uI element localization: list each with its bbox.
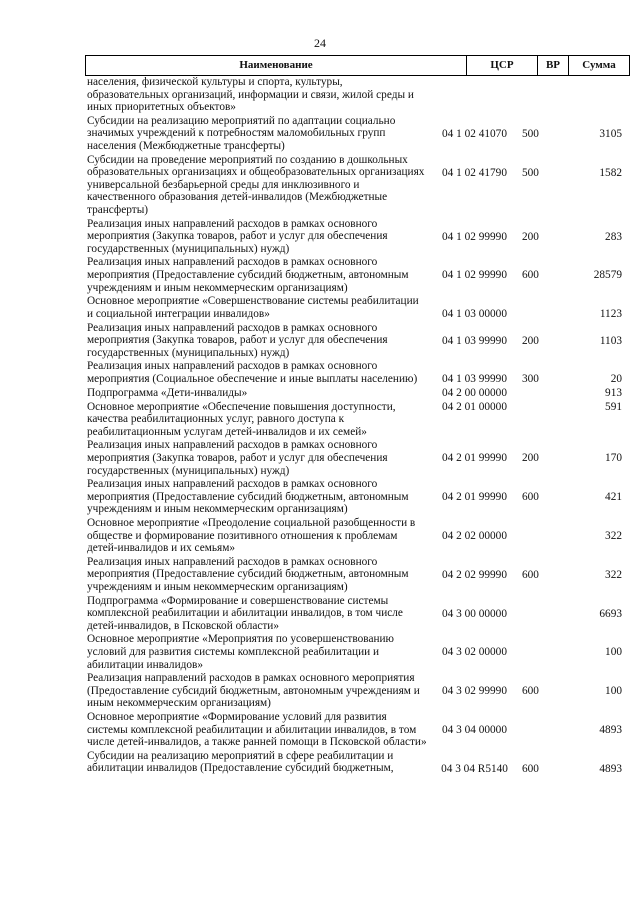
table-row — [85, 711, 630, 749]
row-vr: 200 — [522, 334, 539, 347]
row-name: Основное мероприятие «Формирование условий для развития системы комплексной реабилитации и абилитации инвалидов, в том числе детей-инвалидов, а также ранней помощи в Псковской области» — [87, 710, 427, 749]
table-row — [85, 322, 630, 360]
table-row — [85, 439, 630, 477]
row-csr: 04 3 02 00000 — [442, 646, 507, 659]
row-sum: 1103 — [599, 334, 622, 347]
row-sum: 170 — [605, 452, 622, 465]
row-csr: 04 3 04 00000 — [442, 723, 507, 736]
row-csr: 04 1 03 00000 — [442, 308, 507, 321]
table-row — [85, 256, 630, 294]
header-vr: ВР — [538, 56, 569, 75]
row-csr: 04 2 01 99990 — [442, 491, 507, 504]
row-vr: 300 — [522, 373, 539, 386]
row-vr — [522, 76, 562, 114]
table-row — [85, 556, 630, 594]
row-sum: 322 — [605, 530, 622, 542]
row-csr: 04 1 03 99990 — [442, 373, 507, 386]
row-name: Субсидии на реализацию мероприятий по адаптации социально значимых учреждений к потребностям маломобильных групп населения (Межбюджетные трансферты) — [87, 114, 396, 152]
row-sum: 322 — [605, 568, 622, 581]
table-row — [85, 517, 630, 555]
row-csr: 04 1 02 99990 — [442, 230, 507, 243]
row-name: Основное мероприятие «Мероприятия по усовершенствованию условий для развития системы комплексной реабилитации и абилитации инвалидов» — [87, 633, 394, 671]
table-row — [85, 401, 630, 439]
row-sum: 3105 — [599, 127, 622, 140]
row-name: Реализация иных направлений расходов в рамках основного мероприятия (Социальное обеспечение и иные выплаты населению) — [87, 360, 418, 386]
row-sum: 6693 — [599, 607, 622, 620]
row-sum: 100 — [605, 685, 622, 698]
table-header — [85, 55, 630, 76]
page-number: 24 — [314, 36, 326, 50]
row-name: Реализация иных направлений расходов в рамках основного мероприятия (Закупка товаров, работ и услуг для обеспечения государственных (муниципальных) нужд) — [87, 321, 388, 359]
row-csr: 04 1 03 99990 — [442, 334, 507, 347]
row-vr — [522, 401, 562, 439]
row-sum: 28579 — [593, 269, 622, 282]
table-row — [85, 115, 630, 153]
row-vr: 600 — [522, 762, 539, 775]
row-vr: 600 — [522, 491, 539, 504]
row-name: Субсидии на реализацию мероприятий в сфере реабилитации и абилитации инвалидов (Предоставление субсидий бюджетным, — [87, 749, 394, 775]
row-vr: 600 — [522, 685, 539, 698]
table-row — [85, 218, 630, 256]
row-name: Реализация иных направлений расходов в рамках основного мероприятия (Предоставление субсидий бюджетным, автономным учреждениям и иным некоммерческим организациям) — [87, 478, 409, 516]
row-sum: 421 — [605, 491, 622, 504]
row-sum: 100 — [605, 646, 622, 659]
table-row — [85, 387, 630, 400]
row-name: Реализация иных направлений расходов в рамках основного мероприятия (Предоставление субсидий бюджетным, автономным учреждениям и иным некоммерческим организациям) — [87, 256, 409, 294]
table-row — [85, 295, 630, 321]
row-sum — [562, 76, 630, 114]
row-vr: 200 — [522, 230, 539, 243]
header-sum: Сумма — [582, 59, 616, 71]
row-vr: 500 — [522, 127, 539, 140]
table-row — [85, 595, 630, 633]
row-csr: 04 1 02 99990 — [442, 269, 507, 282]
row-name: Основное мероприятие «Совершенствование системы реабилитации и социальной интеграции инвалидов» — [87, 295, 419, 320]
header-csr: ЦСР — [467, 56, 538, 75]
row-name: населения, физической культуры и спорта, культуры, образовательных организаций, информации и связи, жилой среды и иных приоритетных объектов» — [87, 76, 414, 114]
row-name: Реализация направлений расходов в рамках основного мероприятия (Предоставление субсидий бюджетным, автономным учреждениям и иным некоммерческим организациям) — [87, 672, 420, 710]
row-sum: 4893 — [599, 762, 622, 775]
row-vr — [522, 517, 562, 555]
row-name: Субсидии на проведение мероприятий по созданию в дошкольных образовательных организациях и общеобразовательных организациях универсальной безбарьерной среды для инклюзивного и качественного образования детей-инвалидов (Межбюджетные трансферты) — [87, 153, 425, 216]
row-name: Реализация иных направлений расходов в рамках основного мероприятия (Предоставление субсидий бюджетным, автономным учреждениям и иным некоммерческим организациям) — [87, 555, 409, 593]
table-row — [85, 478, 630, 516]
row-name: Подпрограмма «Дети-инвалиды» — [87, 387, 248, 400]
row-sum: 1123 — [599, 308, 622, 321]
row-name: Подпрограмма «Формирование и совершенствование системы комплексной реабилитации и абилитации инвалидов, в том числе детей-инвалидов, в Псковской области» — [87, 594, 403, 632]
row-csr: 04 1 02 41070 — [442, 127, 507, 140]
row-vr: 600 — [522, 568, 539, 581]
row-vr — [522, 711, 562, 749]
row-sum: 1582 — [599, 166, 622, 179]
row-csr: 04 2 01 99990 — [442, 452, 507, 465]
row-name: Основное мероприятие «Преодоление социальной разобщенности в обществе и формирование позитивного отношения к проблемам детей-инвалидов и их семьям» — [87, 517, 416, 555]
row-vr — [522, 387, 562, 400]
row-csr: 04 3 04 R5140 — [441, 762, 508, 775]
row-name: Реализация иных направлений расходов в рамках основного мероприятия (Закупка товаров, работ и услуг для обеспечения государственных (муниципальных) нужд) — [87, 439, 388, 477]
table-row — [85, 360, 630, 386]
row-sum: 283 — [605, 230, 622, 243]
row-sum: 4893 — [599, 723, 622, 736]
table-row — [85, 76, 630, 114]
row-csr: 04 3 02 99990 — [442, 685, 507, 698]
row-csr: 04 3 00 00000 — [442, 607, 507, 620]
row-csr: 04 1 02 41790 — [442, 166, 507, 179]
row-sum: 591 — [605, 400, 622, 413]
table-row — [85, 633, 630, 671]
row-csr — [427, 76, 522, 114]
row-name: Реализация иных направлений расходов в рамках основного мероприятия (Закупка товаров, работ и услуг для обеспечения государственных (муниципальных) нужд) — [87, 217, 388, 255]
row-name: Основное мероприятие «Обеспечение повышения доступности, качества реабилитационных услуг, равного доступа к реабилитационным услугам детей-инвалидов и их семей» — [87, 400, 396, 438]
budget-table — [85, 55, 630, 776]
row-csr: 04 2 02 99990 — [442, 568, 507, 581]
row-csr: 04 2 01 00000 — [442, 400, 507, 413]
row-csr: 04 2 02 00000 — [442, 530, 507, 542]
row-vr: 200 — [522, 452, 539, 465]
header-name: Наименование — [86, 56, 467, 75]
row-vr: 600 — [522, 269, 539, 282]
row-sum: 913 — [605, 387, 622, 400]
table-row — [85, 672, 630, 710]
row-vr — [522, 295, 562, 321]
row-csr: 04 2 00 00000 — [442, 387, 507, 400]
row-vr — [522, 595, 562, 633]
row-vr — [522, 633, 562, 671]
row-sum: 20 — [610, 373, 622, 386]
table-row — [85, 750, 630, 776]
table-row — [85, 154, 630, 217]
row-vr: 500 — [522, 166, 539, 179]
